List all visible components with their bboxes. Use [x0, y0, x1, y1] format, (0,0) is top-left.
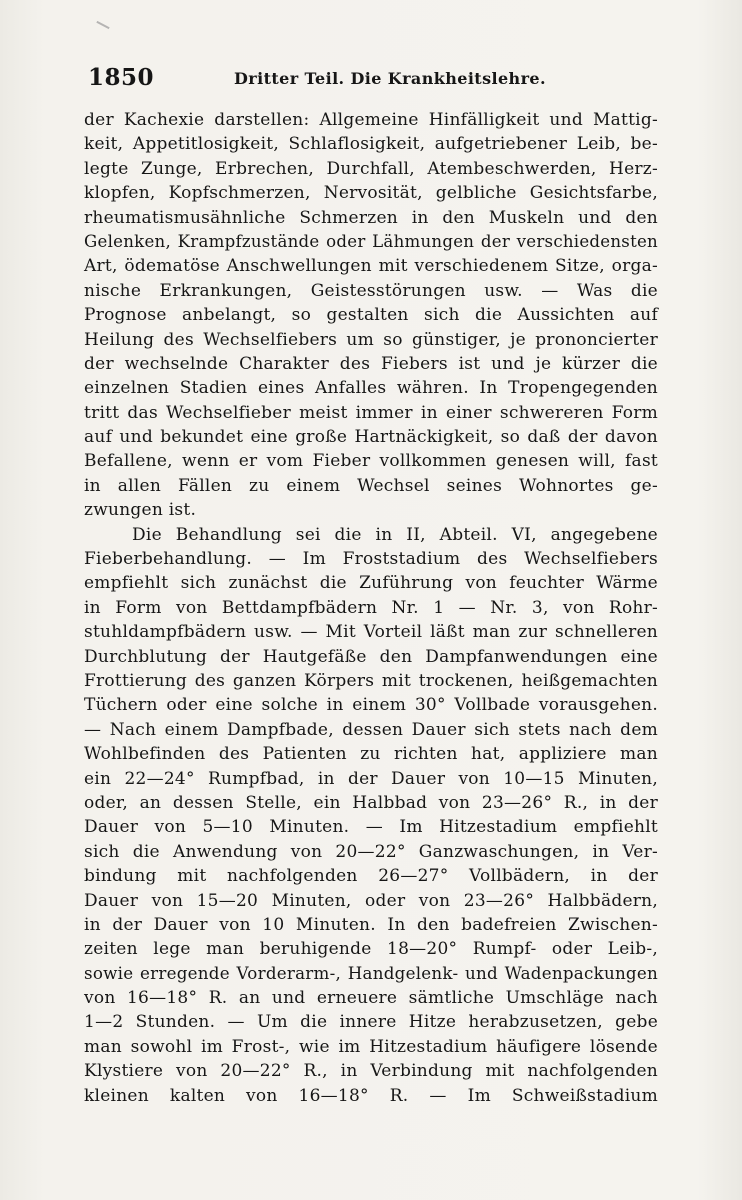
text-line: Dauer von 5—10 Minuten. — Im Hitzestadium empfiehlt — [84, 817, 658, 838]
text-line: — Nach einem Dampfbade, dessen Dauer sich stets nach dem — [84, 719, 658, 740]
text-line: sowie erregende Vorderarm-, Handgelenk- und Wadenpackungen — [84, 963, 658, 983]
text-line: rheumatismusähnliche Schmerzen in den Muskeln und den — [84, 207, 658, 228]
running-head: Dritter Teil. Die Krankheitslehre. — [234, 69, 546, 88]
text-line: bindung mit nachfolgenden 26—27° Vollbädern, in der — [84, 866, 658, 887]
text-line: nische Erkrankungen, Geistesstörungen usw. — Was die — [84, 280, 658, 301]
text-line: in der Dauer von 10 Minuten. In den badefreien Zwischen- — [84, 914, 658, 935]
text-line: Gelenken, Krampfzustände oder Lähmungen der verschiedensten — [84, 231, 658, 251]
text-line: legte Zunge, Erbrechen, Durchfall, Atembeschwerden, Herz- — [84, 158, 658, 179]
text-line: von 16—18° R. an und erneuere sämtliche Umschläge nach — [84, 988, 658, 1009]
text-line: Prognose anbelangt, so gestalten sich die Aussichten auf — [84, 305, 658, 326]
text-line: zeiten lege man beruhigende 18—20° Rumpf- oder Leib-, — [84, 939, 658, 960]
text-line: einzelnen Stadien eines Anfalles währen. In Tropengegenden — [84, 378, 658, 399]
paragraph-start-line: Die Behandlung sei die in II, Abteil. VI, angegebene — [132, 524, 658, 545]
text-line: klopfen, Kopfschmerzen, Nervosität, gelbliche Gesichtsfarbe, — [84, 183, 658, 204]
text-line: stuhldampfbädern usw. — Mit Vorteil läßt man zur schnelleren — [84, 622, 658, 643]
text-line: sich die Anwendung von 20—22° Ganzwaschungen, in Ver- — [84, 841, 658, 862]
page-number: 1850 — [88, 64, 155, 91]
text-line: man sowohl im Frost-, wie im Hitzestadium häufigere lösende — [84, 1036, 658, 1057]
text-line: der Kachexie darstellen: Allgemeine Hinfälligkeit und Mattig- — [84, 110, 658, 130]
text-line: Dauer von 15—20 Minuten, oder von 23—26° Halbbädern, — [84, 890, 658, 911]
text-line: Tüchern oder eine solche in einem 30° Vollbade vorausgehen. — [84, 695, 658, 716]
body-text — [84, 108, 658, 1108]
page-header — [88, 64, 668, 94]
text-line: Fieberbehandlung. — Im Froststadium des Wechselfiebers — [84, 549, 658, 570]
text-line: oder, an dessen Stelle, ein Halbbad von 23—26° R., in der — [84, 792, 658, 813]
text-line: Wohlbefinden des Patienten zu richten hat, appliziere man — [84, 744, 658, 765]
text-line: Durchblutung der Hautgefäße den Dampfanwendungen eine — [84, 646, 658, 667]
paragraph-end-line: zwungen ist. — [84, 500, 197, 521]
text-line: auf und bekundet eine große Hartnäckigkeit, so daß der davon — [84, 427, 658, 448]
text-line: 1—2 Stunden. — Um die innere Hitze herabzusetzen, gebe — [84, 1012, 658, 1033]
text-line: in allen Fällen zu einem Wechsel seines Wohnortes ge- — [84, 475, 658, 496]
text-line: empfiehlt sich zunächst die Zuführung von feuchter Wärme — [84, 573, 658, 594]
page-smudge-mark — [96, 21, 109, 29]
text-line: ein 22—24° Rumpfbad, in der Dauer von 10—15 Minuten, — [84, 768, 658, 789]
text-line: tritt das Wechselfieber meist immer in einer schwereren Form — [84, 402, 658, 423]
text-line: in Form von Bettdampfbädern Nr. 1 — Nr. 3, von Rohr- — [84, 597, 658, 618]
text-line: Klystiere von 20—22° R., in Verbindung mit nachfolgenden — [84, 1061, 658, 1082]
text-line: Frottierung des ganzen Körpers mit trockenen, heißgemachten — [84, 670, 658, 691]
text-line: keit, Appetitlosigkeit, Schlaflosigkeit, aufgetriebener Leib, be- — [84, 134, 658, 155]
text-line: kleinen kalten von 16—18° R. — Im Schweißstadium — [84, 1085, 658, 1106]
text-line: Befallene, wenn er vom Fieber vollkommen genesen will, fast — [84, 451, 658, 472]
text-line: Heilung des Wechselfiebers um so günstiger, je prononcierter — [84, 329, 658, 350]
text-line: der wechselnde Charakter des Fiebers ist und je kürzer die — [84, 353, 658, 374]
text-line: Art, ödematöse Anschwellungen mit verschiedenem Sitze, orga- — [84, 256, 658, 277]
